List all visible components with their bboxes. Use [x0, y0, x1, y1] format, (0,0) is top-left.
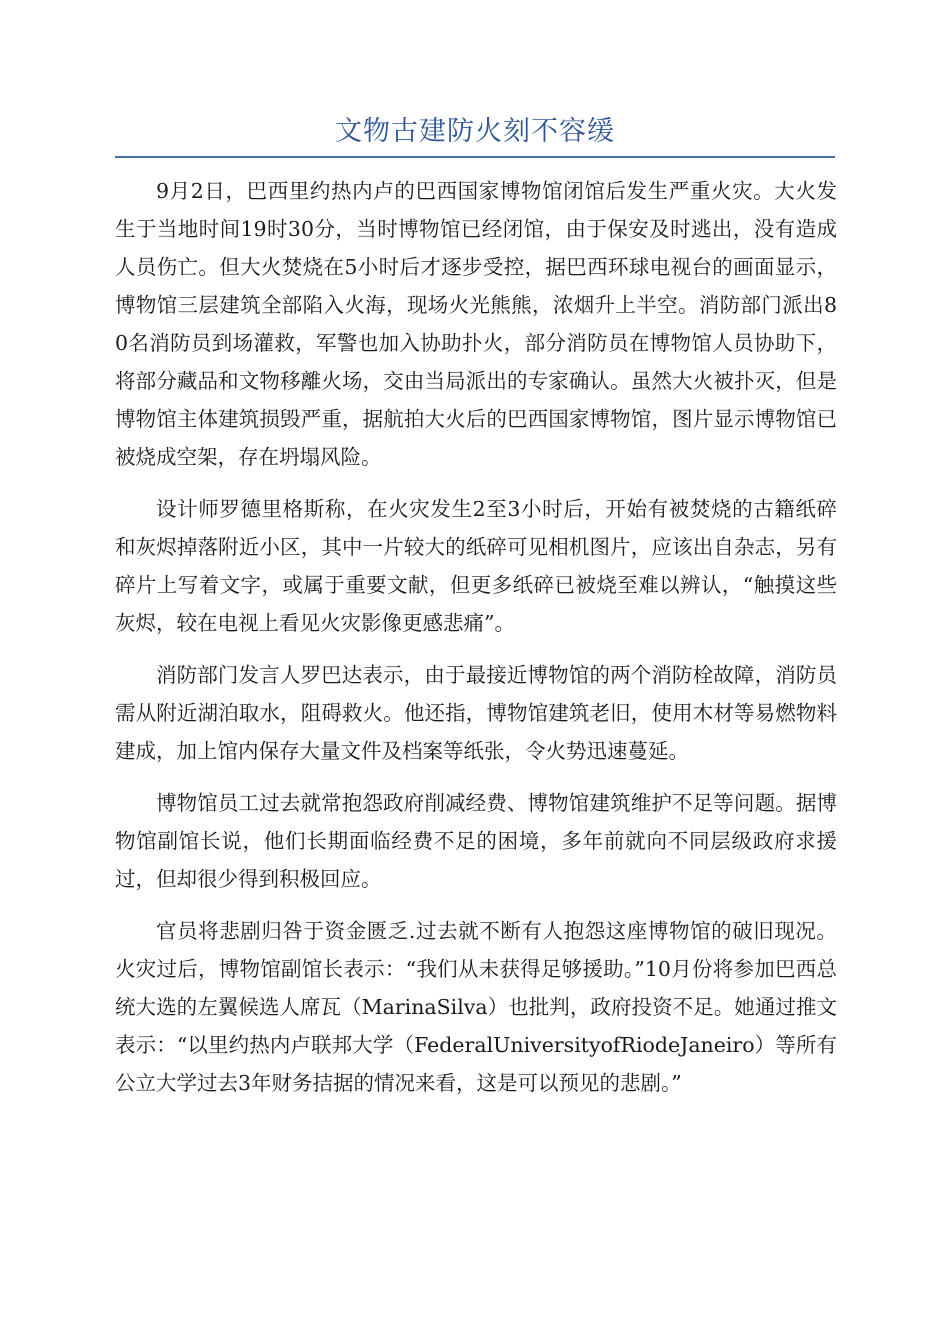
title-underline: [115, 112, 835, 158]
paragraph-1: 9月2日，巴西里约热内卢的巴西国家博物馆闭馆后发生严重火灾。大火发生于当地时间19时30分，当时博物馆已经闭馆，由于保安及时逃出，没有造成人员伤亡。但大火焚烧在5小时后才逐步受控，据巴西环球电视台的画面显示，博物馆三层建筑全部陷入火海，现场火光熊熊，浓烟升上半空。消防部门派出80名消防员到场灌救，军警也加入协助扑火，部分消防员在博物馆人员协助下，将部分藏品和文物移離火场，交由当局派出的专家确认。虽然大火被扑灭，但是博物馆主体建筑损毁严重，据航拍大火后的巴西国家博物馆，图片显示博物馆已被烧成空架，存在坍塌风险。: [115, 179, 837, 469]
paragraph-3: 消防部门发言人罗巴达表示，由于最接近博物馆的两个消防栓故障，消防员需从附近湖泊取水，阻碍救火。他还指，博物馆建筑老旧，使用木材等易燃物料建成，加上馆内保存大量文件及档案等纸张，令火势迅速蔓延。: [115, 663, 837, 763]
document-body: [115, 172, 837, 1116]
paragraph-5: 官员将悲剧归咎于资金匮乏.过去就不断有人抱怨这座博物馆的破旧现况。火灾过后，博物馆副馆长表示：“我们从未获得足够援助。”10月份将参加巴西总统大选的左翼候选人席瓦（MarinaSilva）也批判，政府投资不足。她通过推文表示：“以里约热内卢联邦大学（FederalUniversityofRiodeJaneiro）等所有公立大学过去3年财务拮据的情况来看，这是可以预见的悲剧。”: [115, 919, 837, 1095]
document-title: 文物古建防火刻不容缓: [335, 116, 615, 147]
paragraph-4: 博物馆员工过去就常抱怨政府削减经费、博物馆建筑维护不足等问题。据博物馆副馆长说，他们长期面临经费不足的困境，多年前就向不同层级政府求援过，但却很少得到积极回应。: [115, 791, 837, 891]
paragraph-2: 设计师罗德里格斯称，在火灾发生2至3小时后，开始有被焚烧的古籍纸碎和灰烬掉落附近小区，其中一片较大的纸碎可见相机图片，应该出自杂志，另有碎片上写着文字，或属于重要文献，但更多纸碎已被烧至难以辨认，“触摸这些灰烬，较在电视上看见火灾影像更感悲痛”。: [115, 497, 837, 635]
